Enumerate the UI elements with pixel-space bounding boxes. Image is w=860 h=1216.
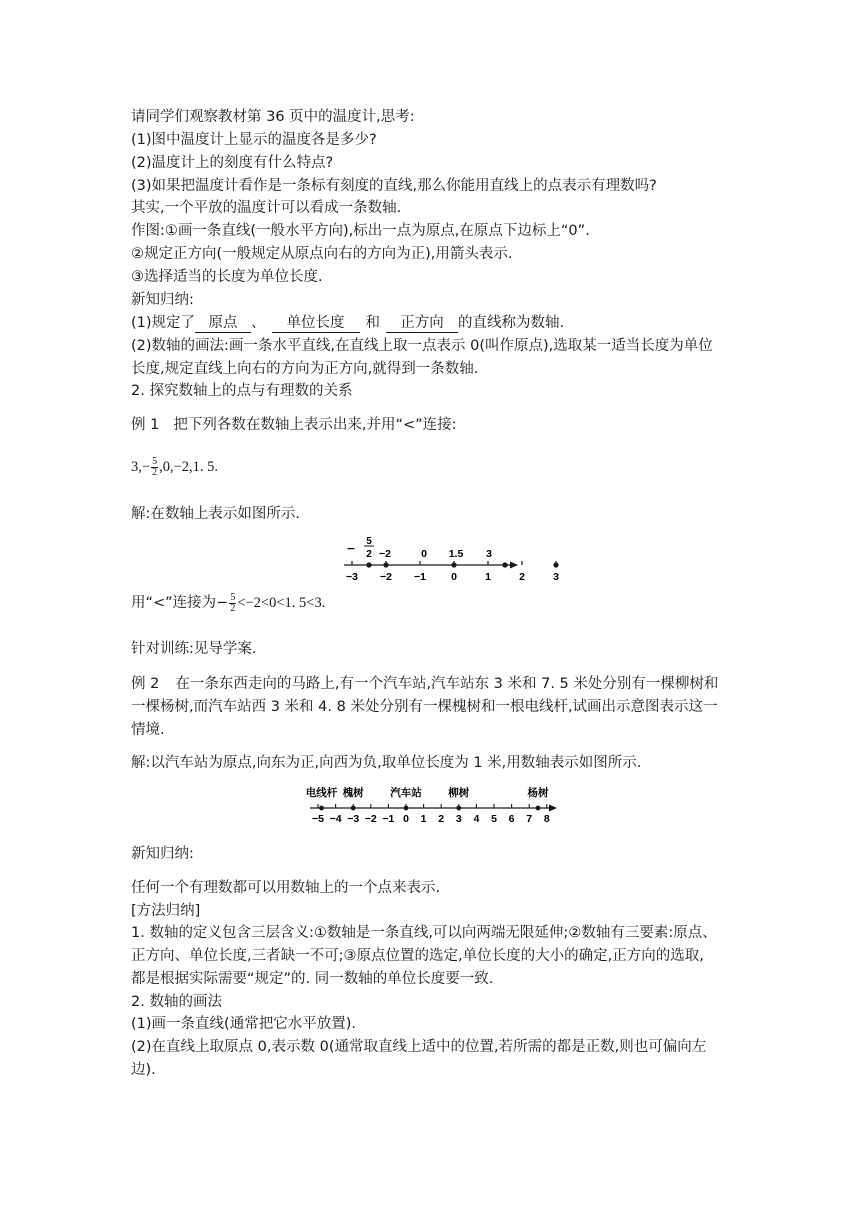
axis2-tick-label: 2 [438,813,445,825]
method-2-step1: (1)画一条直线(通常把它水平放置). [131,1016,356,1032]
drawing-step-3: ③选择适当的长度为单位长度. [131,269,323,285]
separator: 、 [251,315,266,331]
axis2-point [456,806,461,811]
axis2-point [404,806,409,811]
summary-2-text: 任何一个有理数都可以用数轴上的一个点来表示. [131,880,441,896]
method-2-step2-line2: 边). [131,1062,156,1078]
example-1-label: 例 1 [131,417,160,433]
blank-origin: 原点 [195,314,251,333]
label-minus-sign: − [346,542,356,555]
method-1-line3: 都是根据实际需要“规定”的. 同一数轴的单位长度要一致. [131,971,494,987]
blank-unit-length: 单位长度 [272,314,360,333]
question-3: (3)如果把温度计看作是一条标有刻度的直线,那么你能用直线上的点表示有理数吗? [131,178,657,194]
question-1: (1)图中温度计上显示的温度各是多少? [131,132,377,148]
example-1-numbers [131,456,218,478]
axis2-object-label: 汽车站 [390,787,422,799]
axis1-point [451,562,456,567]
denominator: 2 [152,467,158,479]
axis1-tick-label: 2 [519,571,525,583]
axis2-tick-label: 8 [543,813,550,825]
axis2-object-label: 槐树 [342,787,364,799]
method-1-line1: 1. 数轴的定义包含三层含义:①数轴是一条直线,可以向两端无限延伸;②数轴有三要素:原点、 [131,925,717,941]
axis2-tick-label: 6 [508,813,515,825]
method-1-line2: 正方向、单位长度,三者缺一不可;③原点位置的选定,单位长度的大小的确定,正方向的选取, [131,948,704,964]
separator: 和 [365,315,381,331]
method-2-step2-line1: (2)在直线上取原点 0,表示数 0(通常取直线上适中的位置,若所需的都是正数,则也可偏向左 [131,1039,707,1055]
method-title: [方法归纳] [131,903,201,919]
axis2-tick-label: 7 [526,813,533,825]
axis1-point [553,562,558,567]
conclusion-suffix: <−2<0<1. 5<3. [237,595,326,611]
number-line-2 [298,780,563,828]
example-1 [131,414,457,436]
number-line-1 [340,530,559,588]
summary-definition [131,312,564,334]
example-2-line1 [131,673,718,695]
axis2-object-label: 柳树 [448,787,470,799]
example-2-line2: 一棵杨树,而汽车站西 3 米和 4. 8 米处分别有一棵槐树和一根电线杆,试画出示意图表示这一 [131,699,718,715]
axis1-tick-label: −2 [380,571,392,583]
method-2-title: 2. 数轴的画法 [131,994,222,1010]
axis1-point [366,562,371,567]
axis1-tick-label: −3 [346,571,358,583]
label-frac-denominator: 2 [366,549,372,560]
example-1-text: 把下列各数在数轴上表示出来,并用“<”连接: [173,417,457,433]
summary-prefix: (1)规定了 [131,315,196,331]
example-2-line3: 情境. [131,722,165,738]
axis1-tick-label: −1 [414,571,426,583]
numbers-part-b: ,0,−2,1. 5. [159,459,218,475]
axis2-tick-label: −4 [329,813,342,825]
example-1-conclusion [131,592,325,614]
arrow-icon [549,805,557,812]
example-2-label: 例 2 [131,676,160,692]
practice-note: 针对训练:见导学案. [131,641,257,657]
axis1-tick-label: 1 [485,571,491,583]
axis2-tick-label: −5 [312,813,324,825]
axis1-tick-label: 3 [553,571,559,583]
axis1-point [502,562,507,567]
intro-statement: 其实,一个平放的温度计可以看成一条数轴. [131,200,402,216]
axis2-tick-label: 3 [455,813,462,825]
axis2-tick-label: 5 [491,813,497,825]
question-2: (2)温度计上的刻度有什么特点? [131,155,334,171]
axis2-tick-label: 4 [473,813,480,825]
summary-2-title: 新知归纳: [131,846,194,862]
numerator: 5 [152,456,158,468]
axis1-point [383,562,388,567]
summary-suffix: 的直线称为数轴. [458,315,565,331]
axis2-tick-label: −1 [382,813,395,825]
blank-positive-direction: 正方向 [386,314,458,333]
summary-drawing-line1: (2)数轴的画法:画一条水平直线,在直线上取一点表示 0(叫作原点),选取某一适当长度为单位 [131,338,713,354]
drawing-step-2: ②规定正方向(一般规定从原点向右的方向为正),用箭头表示. [131,246,513,262]
denominator: 2 [230,602,236,614]
numerator: 5 [230,591,236,603]
label-minus-two: −2 [379,548,391,560]
axis2-tick-label: 1 [420,813,427,825]
intro-line: 请同学们观察教材第 36 页中的温度计,思考: [131,109,415,125]
section-2-title: 2. 探究数轴上的点与有理数的关系 [131,383,353,399]
axis2-tick-label: −2 [364,813,377,825]
arrow-icon [510,562,518,569]
numbers-part-a: 3,− [131,459,151,475]
conclusion-prefix: 用“<”连接为− [131,595,229,611]
fraction-five-halves [229,593,236,614]
axis2-point [536,806,541,811]
axis2-object-label: 杨树 [527,787,549,799]
summary-drawing-line2: 长度,规定直线上向右的方向为正方向,就得到一条数轴. [131,361,479,377]
drawing-step-1: 作图:①画一条直线(一般水平方向),标出一点为原点,在原点下边标上“0”. [131,223,590,239]
label-frac-numerator: 5 [366,536,372,547]
example-1-solution: 解:在数轴上表示如图所示. [131,506,300,522]
axis2-point [319,806,324,811]
axis2-point [351,806,356,811]
label-one-point-five: 1.5 [448,548,464,560]
fraction-five-halves [151,457,158,478]
axis2-tick-label: −3 [347,813,360,825]
axis1-tick-label: 0 [451,571,457,583]
summary-title: 新知归纳: [131,292,194,308]
example-2-solution: 解:以汽车站为原点,向东为正,向西为负,取单位长度为 1 米,用数轴表示如图所示. [131,755,642,771]
label-zero: 0 [421,548,427,560]
label-three: 3 [486,548,492,560]
axis2-tick-label: 0 [403,813,409,825]
axis2-object-label: 电线杆 [305,787,338,799]
example-2-text: 在一条东西走向的马路上,有一个汽车站,汽车站东 3 米和 7. 5 米处分别有一棵柳树和 [175,676,719,692]
axis2-line [310,805,557,812]
